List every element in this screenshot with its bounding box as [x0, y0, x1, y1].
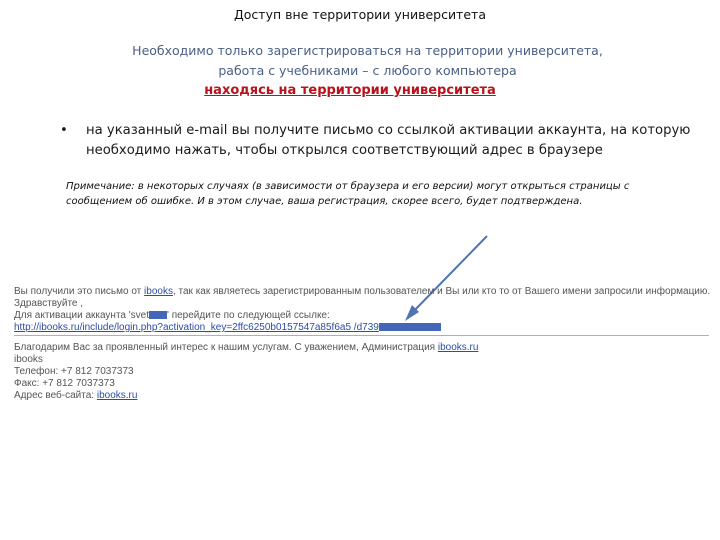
subtitle-line-1: Необходимо только зарегистрироваться на территории университета, [132, 43, 603, 58]
activation-suffix: ' перейдите по следующей ссылке: [167, 310, 330, 321]
activation-prefix: Для активации аккаунта 'svet [14, 310, 150, 321]
email-activation-url-line [14, 322, 441, 333]
subtitle-line-2: работа с учебниками – с любого компьютера [218, 63, 517, 78]
email-line-1-suffix: , так как являетесь зарегистрированным пользователем и Вы или кто то от Вашего имени запросили информацию. [172, 286, 711, 297]
email-greeting: Здравствуйте , [14, 298, 84, 309]
thanks-prefix: Благодарим Вас за проявленный интерес к нашим услугам. С уважением, Администрация [14, 342, 438, 353]
bullet-dot-icon: • [60, 123, 68, 138]
email-activation-line [14, 310, 330, 321]
redaction-block-2 [379, 323, 441, 331]
email-divider [14, 335, 709, 336]
highlight-text-underlined: находясь на территории университета [204, 83, 496, 98]
redaction-block-1 [149, 311, 167, 319]
email-signature: ibooks [14, 354, 43, 365]
email-link-ibooks[interactable]: ibooks [144, 286, 173, 297]
email-site-line [14, 390, 137, 401]
arrow-shaft [410, 236, 487, 315]
bullet-line-1: на указанный e-mail вы получите письмо со ссылкой активации аккаунта, на которую [86, 123, 691, 138]
activation-link[interactable]: http://ibooks.ru/include/login.php?activation_key=2ffc6250b0157547a85f6a5 /d739 [14, 322, 379, 333]
email-phone: Телефон: +7 812 7037373 [14, 366, 134, 377]
email-thanks-line [14, 342, 478, 353]
note-line-1: Примечание: в некоторых случаях (в зависимости от браузера и его версии) могут открыться страницы с [66, 181, 630, 192]
bullet-line-2: необходимо нажать, чтобы открылся соответствующий адрес в браузере [86, 143, 603, 158]
site-link[interactable]: ibooks.ru [96, 390, 138, 401]
email-line-1-prefix: Вы получили это письмо от [14, 286, 145, 297]
note-line-2: сообщением об ошибке. И в этом случае, ваша регистрация, скорее всего, будет подтверждена. [66, 196, 583, 207]
thanks-link[interactable]: ibooks.ru [437, 342, 479, 353]
site-prefix: Адрес веб-сайта: [14, 390, 97, 401]
email-line-1 [14, 286, 710, 297]
email-fax: Факс: +7 812 7037373 [14, 378, 115, 389]
slide-title: Доступ вне территории университета [234, 7, 486, 22]
